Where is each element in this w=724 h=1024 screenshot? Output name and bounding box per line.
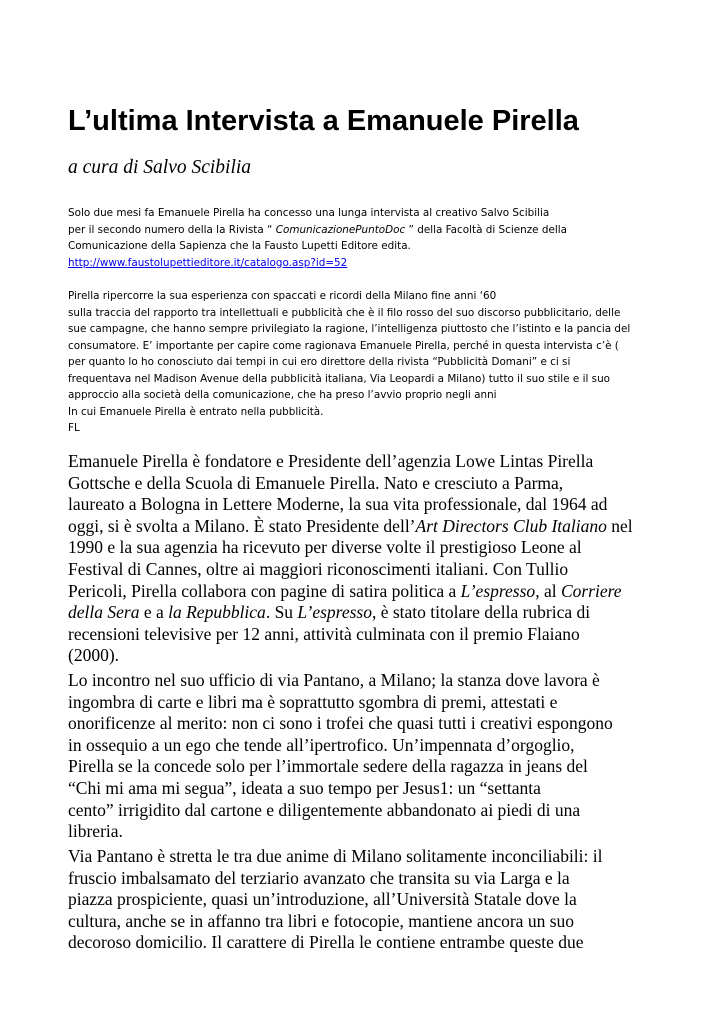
text-line: per il secondo numero della la Rivista “ ComunicazionePuntoDoc ” della Facoltà di Scienze della	[68, 223, 567, 236]
text-line: della Sera e a la Repubblica. Su L’espresso, è stato titolare della rubrica di	[68, 602, 591, 623]
text-line: Solo due mesi fa Emanuele Pirella ha concesso una lunga intervista al creativo Salvo Scibilia	[68, 207, 550, 219]
text-line: libreria.	[68, 821, 123, 842]
text-line: oggi, si è svolta a Milano. È stato Presidente dell’Art Directors Club Italiano nel	[68, 515, 633, 536]
intro-paragraph	[68, 205, 567, 271]
text-line: Lo incontro nel suo ufficio di via Pantano, a Milano; la stanza dove lavora è	[68, 670, 600, 690]
text-line: laureato a Bologna in Lettere Moderne, la sua vita professionale, dal 1964 ad	[68, 494, 608, 515]
text-line: Pirella se la concede solo per l’immortale sedere della ragazza in jeans del	[68, 756, 588, 777]
text-line: cento” irrigidito dal cartone e diligentemente abbandonato ai piedi di una	[68, 799, 581, 820]
text-line: sulla traccia del rapporto tra intellettuali e pubblicità che è il filo rosso del suo discorso pubblicitario, delle	[68, 306, 621, 319]
text-line: “Chi mi ama mi segua”, ideata a suo tempo per Jesus1: un “settanta	[68, 777, 541, 798]
text-line: Pericoli, Pirella collabora con pagine di satira politica a L’espresso, al Corriere	[68, 580, 622, 601]
text-line: recensioni televisive per 12 anni, attività culminata con il premio Flaiano	[68, 623, 580, 644]
summary-paragraph	[68, 288, 630, 437]
author-byline: a cura di Salvo Scibilia	[68, 157, 252, 178]
text-line: in ossequio a un ego che tende all’ipertrofico. Un’impennata d’orgoglio,	[68, 734, 575, 755]
text-line: ingombra di carte e libri ma è soprattutto sgombra di premi, attestati e	[68, 691, 558, 712]
text-line: In cui Emanuele Pirella è entrato nella pubblicità.	[68, 405, 324, 418]
text-line: (2000).	[68, 645, 120, 666]
text-line: consumatore. E’ importante per capire come ragionava Emanuele Pirella, perché in questa intervista c’è (	[68, 339, 619, 352]
text-line: decoroso domicilio. Il carattere di Pirella le contiene entrambe queste due	[68, 932, 584, 953]
text-line: piazza prospiciente, quasi un’introduzione, all’Università Statale dove la	[68, 889, 577, 910]
page-title: L’ultima Intervista a Emanuele Pirella	[68, 105, 579, 137]
text-line: Via Pantano è stretta le tra due anime di Milano solitamente inconciliabili: il	[68, 846, 603, 866]
text-line: 1990 e la sua agenzia ha ricevuto per diverse volte il prestigioso Leone al	[68, 537, 582, 558]
text-line: Emanuele Pirella è fondatore e Presidente dell’agenzia Lowe Lintas Pirella	[68, 451, 594, 471]
text-line: Festival di Cannes, oltre ai maggiori riconoscimenti italiani. Con Tullio	[68, 558, 569, 579]
text-line: sue campagne, che hanno sempre privilegiato la ragione, l’intelligenza piuttosto che l’istinto e la pancia del	[68, 323, 631, 335]
catalog-link[interactable]: http://www.faustolupettieditore.it/catalogo.asp?id=52	[68, 256, 348, 269]
body-paragraph-bio	[68, 451, 633, 667]
body-paragraph-office	[68, 670, 613, 843]
text-line: fruscio imbalsamato del terziario avanzato che transita su via Larga e la	[68, 867, 570, 888]
text-line: Pirella ripercorre la sua esperienza con spaccati e ricordi della Milano fine anni ‘60	[68, 290, 497, 302]
signature-initials: FL	[68, 422, 80, 434]
body-paragraph-via-pantano	[68, 846, 603, 954]
text-line: Gottsche e della Scuola di Emanuele Pirella. Nato e cresciuto a Parma,	[68, 472, 564, 493]
text-line: onorificenze al merito: non ci sono i trofei che quasi tutti i creativi espongono	[68, 713, 613, 734]
text-line: per quanto lo ho conosciuto dai tempi in cui ero direttore della rivista “Pubblicità Domani” e ci si	[68, 356, 571, 368]
text-line: Comunicazione della Sapienza che la Fausto Lupetti Editore edita.	[68, 240, 411, 252]
text-line: frequentava nel Madison Avenue della pubblicità italiana, Via Leopardi a Milano) tutto il suo stile e il suo	[68, 372, 611, 385]
text-line	[68, 255, 567, 272]
magazine-name: ComunicazionePuntoDoc	[275, 223, 406, 236]
text-line: cultura, anche se in affanno tra libri e fotocopie, mantiene ancora un suo	[68, 910, 575, 931]
text-line: approccio alla società della comunicazione, che ha preso l’avvio proprio negli anni	[68, 389, 497, 401]
